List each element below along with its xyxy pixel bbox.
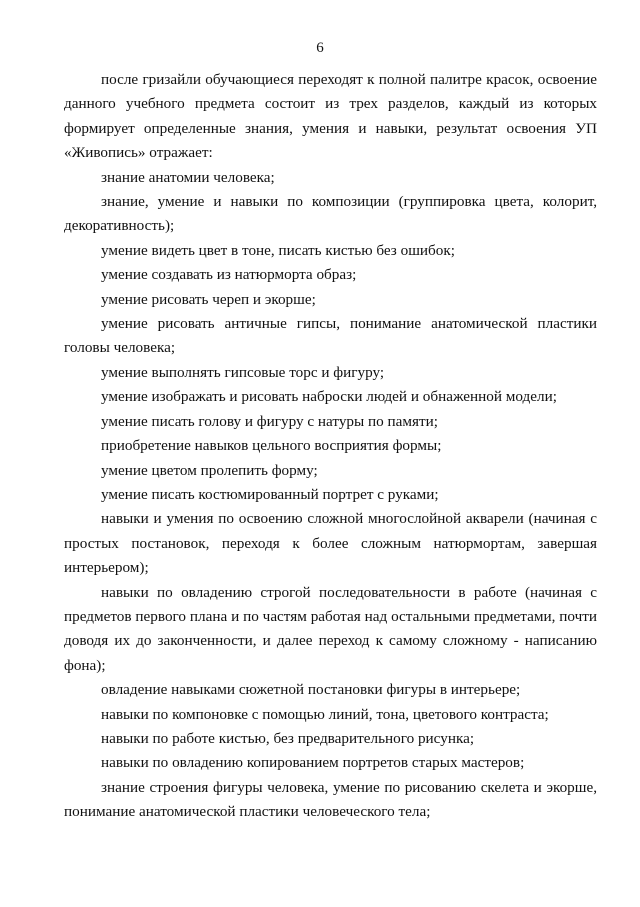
list-item: умение рисовать античные гипсы, понимание анатомической пластики головы человека;	[64, 315, 597, 357]
list-item: умение выполнять гипсовые торс и фигуру;	[101, 363, 385, 381]
list-item: знание строения фигуры человека, умение по рисованию скелета и экорше, понимание анатомической пластики человеческого тела;	[64, 778, 597, 821]
list-item: овладение навыками сюжетной постановки фигуры в интерьере;	[101, 681, 521, 699]
list-item: знание анатомии человека;	[101, 168, 275, 186]
document-body	[64, 68, 597, 825]
list-item: знание, умение и навыки по композиции (группировка цвета, колорит, декоративность);	[64, 193, 597, 235]
list-item: навыки по овладению строгой последовательности в работе (начиная с предметов первого плана и по частям работая над остальными предметами, почти доводя их до законченности, и далее переход к самому сложному - написанию фона);	[64, 583, 597, 674]
list-item: умение изображать и рисовать наброски людей и обнаженной модели;	[101, 388, 557, 406]
list-item: навыки по работе кистью, без предварительного рисунка;	[101, 729, 475, 747]
list-item: умение цветом пролепить форму;	[101, 461, 318, 479]
list-item: умение писать голову и фигуру с натуры по памяти;	[101, 412, 438, 430]
list-item: приобретение навыков цельного восприятия формы;	[101, 437, 442, 455]
list-item: умение рисовать череп и экорше;	[101, 290, 316, 308]
page-number: 6	[316, 40, 324, 56]
list-item: навыки по компоновке с помощью линий, тона, цветового контраста;	[101, 705, 549, 723]
list-item: навыки и умения по освоению сложной многослойной акварели (начиная с простых постановок, переходя к более сложным натюрмортам, завершая интерьером);	[64, 510, 597, 577]
list-item: умение создавать из натюрморта образ;	[101, 266, 357, 284]
list-item: умение видеть цвет в тоне, писать кистью без ошибок;	[101, 241, 455, 259]
list-item: навыки по овладению копированием портретов старых мастеров;	[101, 754, 525, 772]
paragraph-intro: после гризайли обучающиеся переходят к полной палитре красок, освоение данного учебного предмета состоит из трех разделов, каждый из которых формирует определенные знания, умения и навыки, результат освоения УП «Живопись» отражает:	[64, 71, 597, 162]
list-item: умение писать костюмированный портрет с руками;	[101, 485, 439, 503]
